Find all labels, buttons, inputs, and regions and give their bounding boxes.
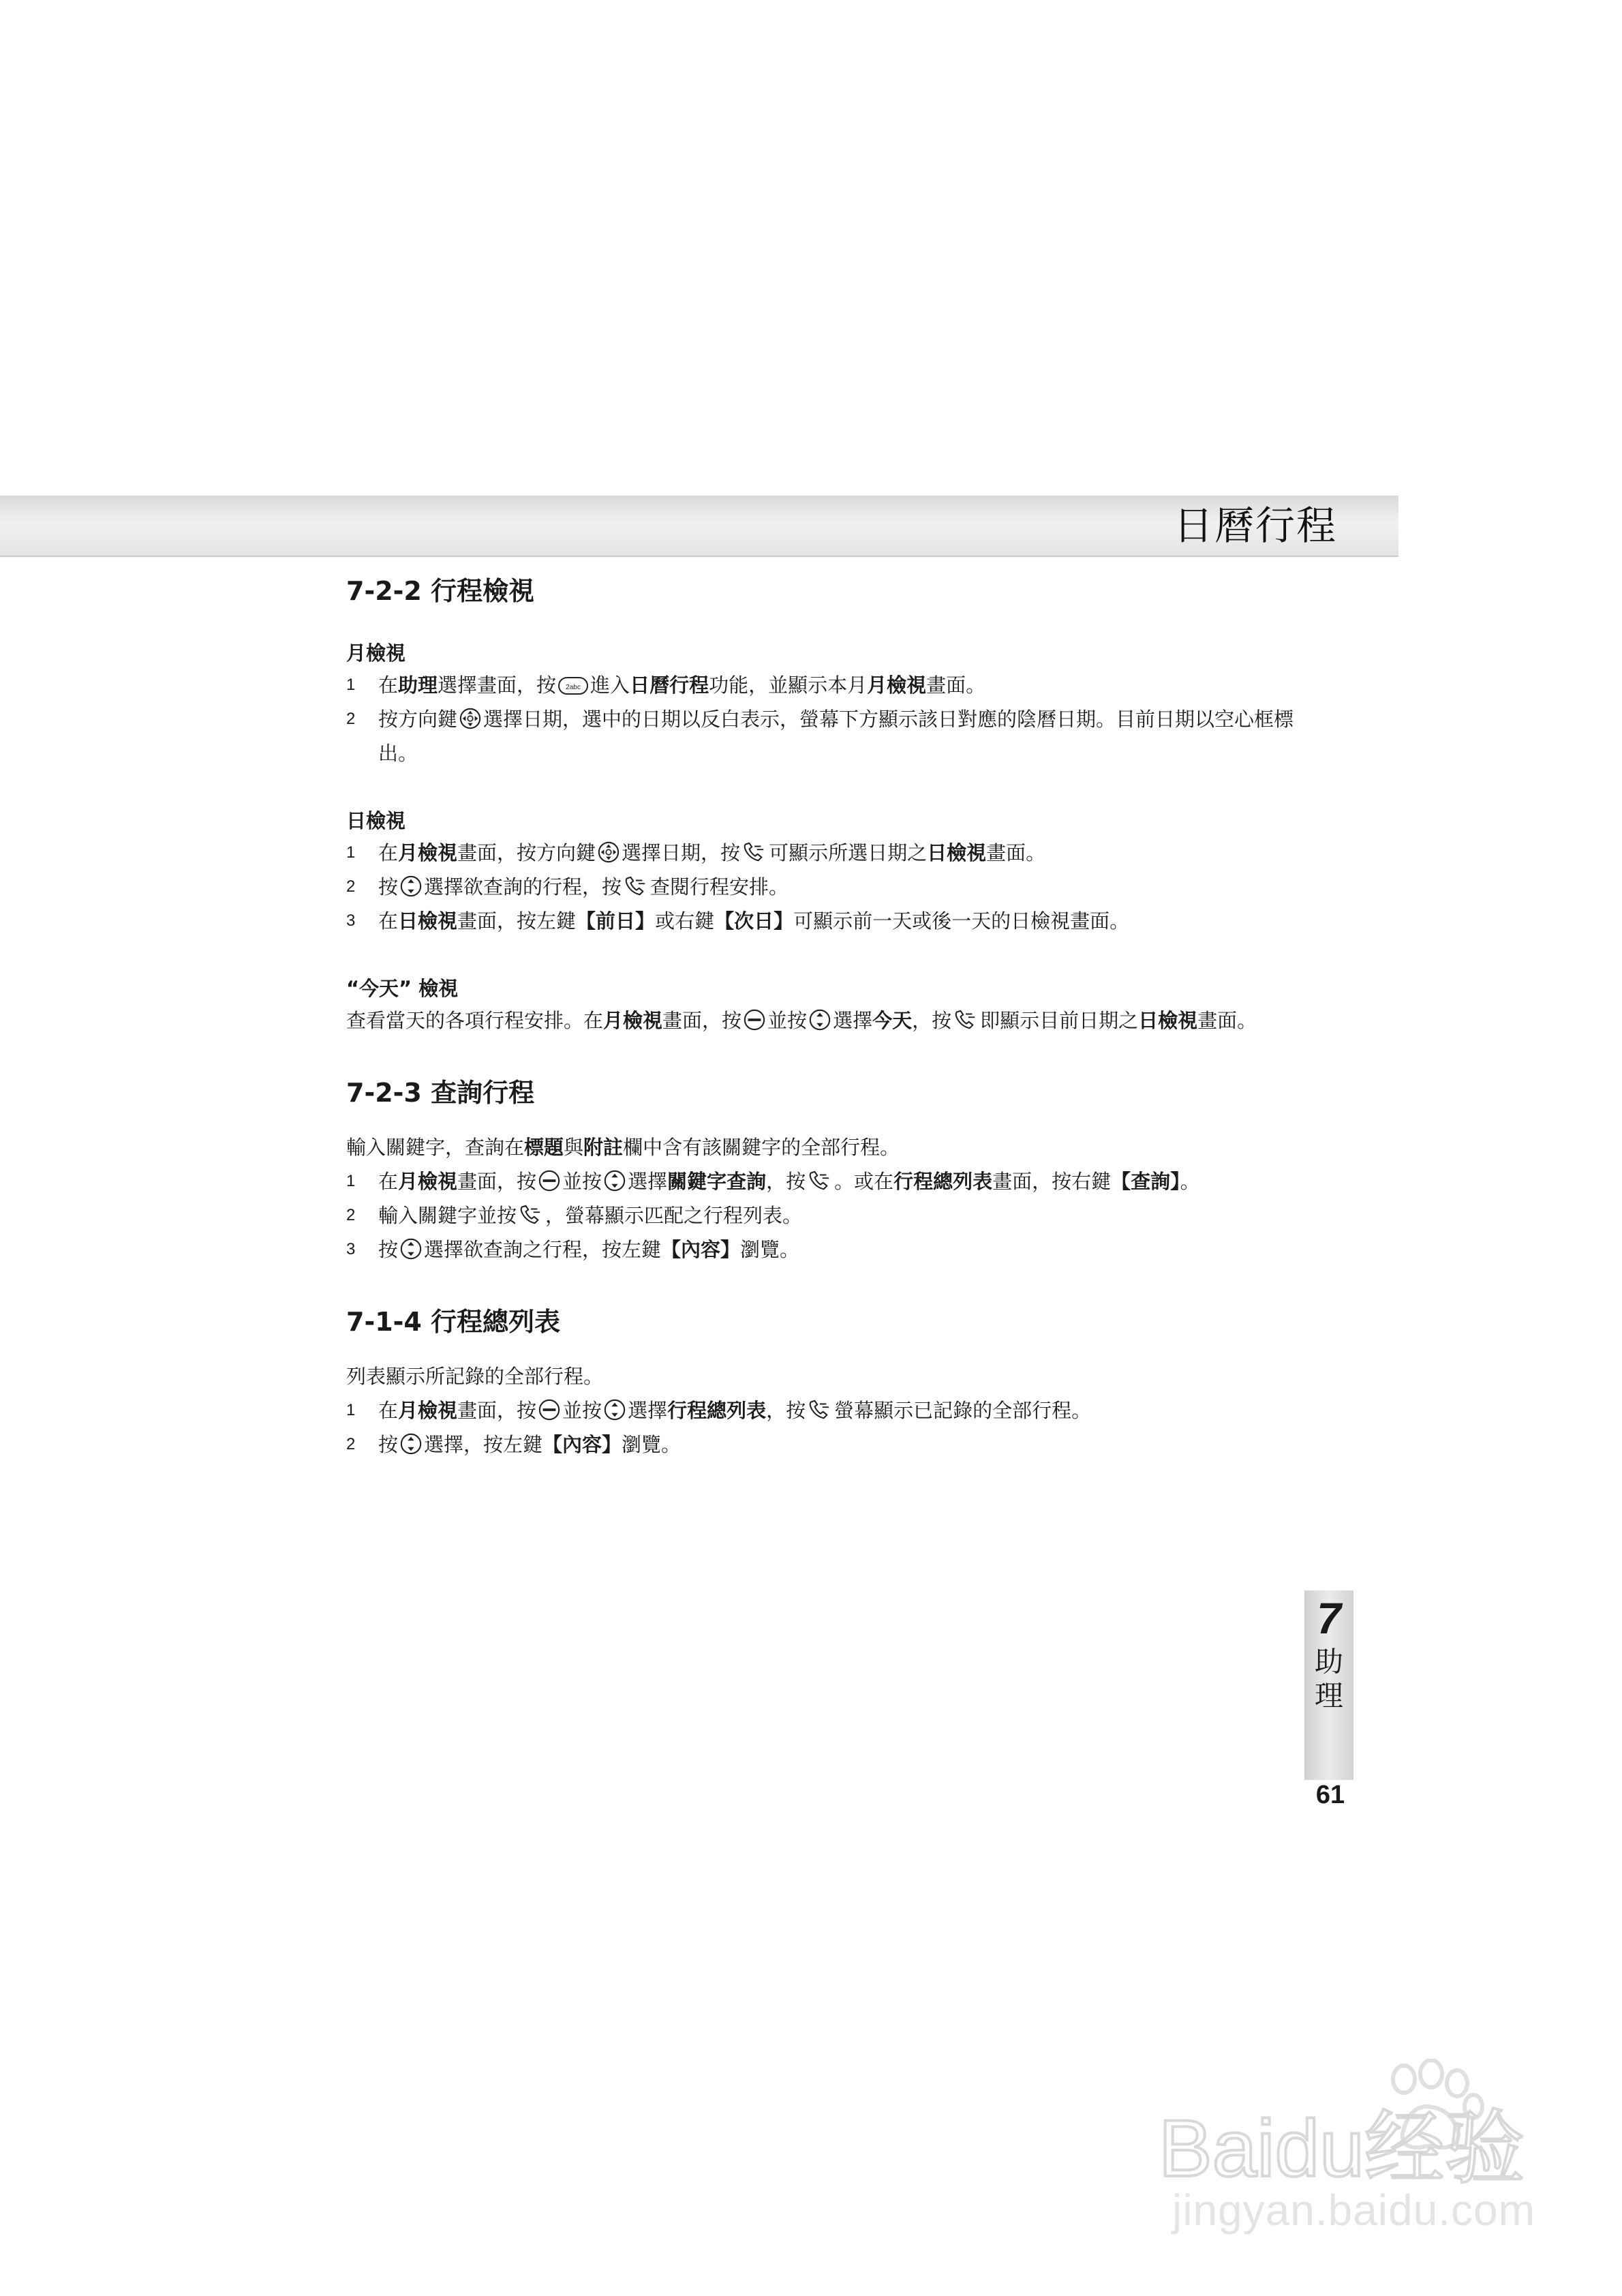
menu-key-icon bbox=[743, 1008, 766, 1031]
chapter-label: 助 理 bbox=[1314, 1645, 1343, 1712]
svg-text:Baidu经验: Baidu经验 bbox=[1159, 2104, 1525, 2188]
item-number: 3 bbox=[346, 1240, 356, 1258]
subsection-title-daily: 日檢視 bbox=[346, 809, 406, 832]
list-item: 2 輸入關鍵字並按 ，螢幕顯示匹配之行程列表。 bbox=[346, 1198, 1314, 1233]
call-key-icon bbox=[807, 1169, 833, 1192]
list-item: 1 在月檢視畫面，按 並按 選擇關鍵字查詢，按 。或在行程總列表畫面，按右鍵【查詢】。 bbox=[346, 1164, 1314, 1198]
up-down-key-icon bbox=[603, 1398, 626, 1421]
up-down-key-icon bbox=[399, 1237, 423, 1260]
call-key-icon bbox=[807, 1398, 833, 1421]
main-content bbox=[346, 571, 1314, 1462]
chapter-side-tab bbox=[1304, 1590, 1353, 1780]
section-title-7-2-2: 7-2-2 行程檢視 bbox=[346, 576, 535, 606]
item-number: 2 bbox=[346, 1435, 356, 1453]
up-down-key-icon bbox=[808, 1008, 831, 1031]
up-down-key-icon bbox=[399, 1432, 423, 1455]
paragraph-list-intro: 列表顯示所記錄的全部行程。 bbox=[346, 1365, 604, 1388]
list-item: 3 在日檢視畫面，按左鍵【前日】或右鍵【次日】可顯示前一天或後一天的日檢視畫面。 bbox=[346, 904, 1314, 938]
paragraph-search-intro: 輸入關鍵字，查詢在標題與附註欄中含有該關鍵字的全部行程。 bbox=[346, 1136, 900, 1159]
list-item: 1 在月檢視畫面，按方向鍵 選擇日期，按 可顯示所選日期之日檢視畫面。 bbox=[346, 836, 1314, 870]
svg-text:2abc: 2abc bbox=[566, 684, 581, 691]
list-item: 2 按 選擇，按左鍵【內容】瀏覽。 bbox=[346, 1428, 1314, 1462]
subsection-title-monthly: 月檢視 bbox=[346, 641, 406, 665]
list-item: 2 按 選擇欲查詢的行程，按 查閱行程安排。 bbox=[346, 870, 1314, 904]
call-key-icon bbox=[741, 841, 767, 864]
paragraph-today: 查看當天的各項行程安排。在月檢視畫面，按 並按 選擇今天，按 即顯示目前日期之日檢視畫面。 bbox=[346, 1009, 1257, 1032]
up-down-key-icon bbox=[603, 1169, 626, 1192]
section-title-7-2-3: 7-2-3 查詢行程 bbox=[346, 1078, 535, 1108]
call-key-icon bbox=[623, 875, 649, 898]
item-number: 3 bbox=[346, 911, 356, 930]
item-number: 2 bbox=[346, 710, 356, 728]
watermark-url: jingyan.baidu.com bbox=[1172, 2186, 1535, 2235]
chapter-header-band bbox=[0, 496, 1398, 557]
list-item: 1 在月檢視畫面，按 並按 選擇行程總列表，按 螢幕顯示已記錄的全部行程。 bbox=[346, 1393, 1314, 1428]
key-2-icon bbox=[557, 676, 589, 696]
section-title-7-1-4: 7-1-4 行程總列表 bbox=[346, 1307, 561, 1337]
subsection-title-today: “今天” 檢視 bbox=[346, 977, 459, 1000]
item-number: 2 bbox=[346, 1206, 356, 1224]
navigation-key-icon bbox=[597, 841, 620, 864]
item-number: 1 bbox=[346, 843, 356, 862]
list-item: 2 按方向鍵 選擇日期，選中的日期以反白表示，螢幕下方顯示該日對應的陰曆日期。目前日期以空心框標出。 bbox=[346, 702, 1314, 770]
baidu-paw-logo-icon bbox=[1159, 2059, 1540, 2188]
page-number: 61 bbox=[1315, 1781, 1345, 1809]
chapter-title: 日曆行程 bbox=[1173, 502, 1337, 549]
item-number: 1 bbox=[346, 1401, 356, 1419]
item-number: 2 bbox=[346, 877, 356, 896]
list-item: 1 在助理選擇畫面，按 2abc 進入日曆行程功能，並顯示本月月檢視畫面。 bbox=[346, 668, 1314, 702]
call-key-icon bbox=[953, 1008, 979, 1031]
item-number: 1 bbox=[346, 1172, 356, 1190]
list-item: 3 按 選擇欲查詢之行程，按左鍵【內容】瀏覽。 bbox=[346, 1233, 1314, 1267]
menu-key-icon bbox=[538, 1169, 561, 1192]
menu-key-icon bbox=[538, 1398, 561, 1421]
navigation-key-icon bbox=[459, 707, 482, 730]
baidu-watermark bbox=[1159, 2059, 1540, 2256]
up-down-key-icon bbox=[399, 875, 423, 898]
item-number: 1 bbox=[346, 676, 356, 694]
call-key-icon bbox=[518, 1203, 544, 1226]
chapter-number: 7 bbox=[1317, 1594, 1341, 1643]
